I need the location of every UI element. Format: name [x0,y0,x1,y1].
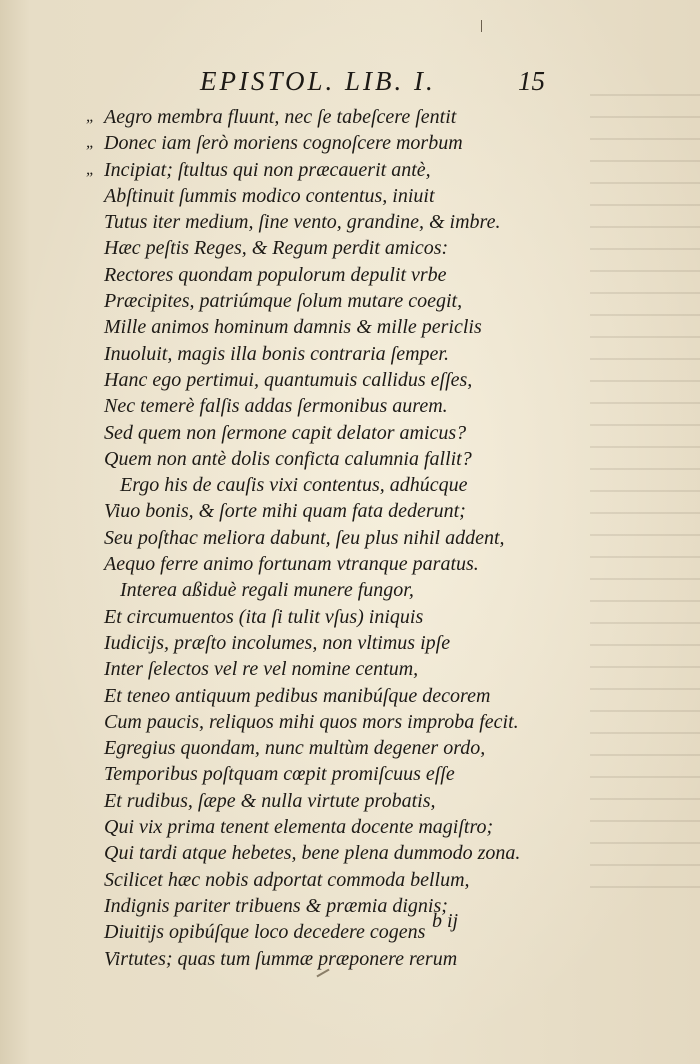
verse-line [86,946,666,972]
verse-text: Mille animos hominum damnis & mille periclis [104,316,482,339]
verse-text: Præcipites, patriúmque ſolum mutare coegit, [104,290,463,313]
verse-line [86,814,666,840]
quotation-mark: „ [86,134,95,152]
verse-text: Aequo ferre animo fortunam vtranque paratus. [104,553,479,576]
verse-text: Qui vix prima tenent elementa docente magiſtro; [104,816,494,839]
verse-line [86,472,666,498]
verse-text: Iudicijs, præſto incolumes, non vltimus ipſe [104,631,451,654]
verse-line [86,341,666,367]
verse-line [86,893,666,919]
verse-text: Hæc peſtis Reges, & Regum perdit amicos: [104,237,449,260]
verse-line [86,867,666,893]
verse-line [86,130,666,156]
verse-text: Nec temerè falſis addas ſermonibus aurem. [104,395,448,418]
verse-text: Et rudibus, ſæpe & nulla virtute probatis, [104,789,436,812]
verse-text: Temporibus poſtquam cœpit promiſcuus eſſe [104,763,455,786]
verse-line [86,577,666,603]
verse-line [86,525,666,551]
verse-text: Interea aßiduè regali munere fungor, [120,579,414,602]
verse-text: Quem non antè dolis conficta calumnia fallit? [104,447,472,470]
verse-line [86,446,666,472]
verse-text: Cum paucis, reliquos mihi quos mors improba fecit. [104,710,519,733]
verse-line [86,551,666,577]
verse-line [86,157,666,183]
verse-line [86,630,666,656]
signature-mark: b ij [432,910,459,932]
verse-text: Sed quem non ſermone capit delator amicus? [104,421,467,444]
verse-text: Virtutes; quas tum ſummæ præponere rerum [104,947,458,970]
verse-line [86,104,666,130]
verse-line [86,314,666,340]
verse-text: Abſtinuit ſummis modico contentus, iniuit [104,184,435,207]
verse-text: Qui tardi atque hebetes, bene plena dummodo zona. [104,842,521,865]
verse-line [86,919,666,945]
verse-text: Et circumuentos (ita ſi tulit vſus) iniquis [104,605,424,628]
verse-text: Seu poſthac meliora dabunt, ſeu plus nihil addent, [104,526,505,549]
verse-line [86,367,666,393]
verse-text: Hanc ego pertimui, quantumuis callidus eſſes, [104,368,473,391]
running-head: EPISTOL. LIB. I. [200,66,436,96]
verse-line [86,288,666,314]
verse-text: Egregius quondam, nunc multùm degener ordo, [104,737,486,760]
verse-text: Inuoluit, magis illa bonis contraria ſemper. [104,342,449,365]
verse-line [86,709,666,735]
verse-text: Tutus iter medium, ſine vento, grandine, & imbre. [104,211,501,234]
quotation-mark: „ [86,160,95,178]
verse-line [86,420,666,446]
verse-line [86,683,666,709]
verse-line [86,235,666,261]
quotation-mark: „ [86,108,95,125]
verse-text: Donec iam ſerò moriens cognoſcere morbum [104,132,463,155]
page-number: 15 [518,66,545,96]
verse-line [86,393,666,419]
verse-text: Rectores quondam populorum depulit vrbe [104,263,447,286]
verse-text: Scilicet hæc nobis adportat commoda bellum, [104,868,470,891]
verse-text: Incipiat; ſtultus qui non præcauerit antè, [104,158,431,181]
verse-line [86,209,666,235]
verse-line [86,735,666,761]
verse-text: Viuo bonis, & ſorte mihi quam fata dederunt; [104,500,466,523]
verse-text: Ergo his de cauſis vixi contentus, adhúcque [120,474,468,497]
verse-block [86,104,666,972]
verse-text: Aegro membra fluunt, nec ſe tabeſcere ſentit [104,106,457,128]
page-header [0,66,700,102]
verse-line [86,262,666,288]
verse-text: Et teneo antiquum pedibus manibúſque decorem [104,684,491,707]
page-mark [481,20,482,32]
verse-line [86,761,666,787]
verse-text: Inter ſelectos vel re vel nomine centum, [104,658,419,681]
verse-line [86,840,666,866]
verse-text: Diuitijs opibúſque loco decedere cogens [104,921,426,944]
verse-line [86,604,666,630]
verse-line [86,656,666,682]
verse-line [86,498,666,524]
verse-line [86,183,666,209]
verse-text: Indignis pariter tribuens & præmia dignis; [104,894,448,917]
verse-line [86,788,666,814]
